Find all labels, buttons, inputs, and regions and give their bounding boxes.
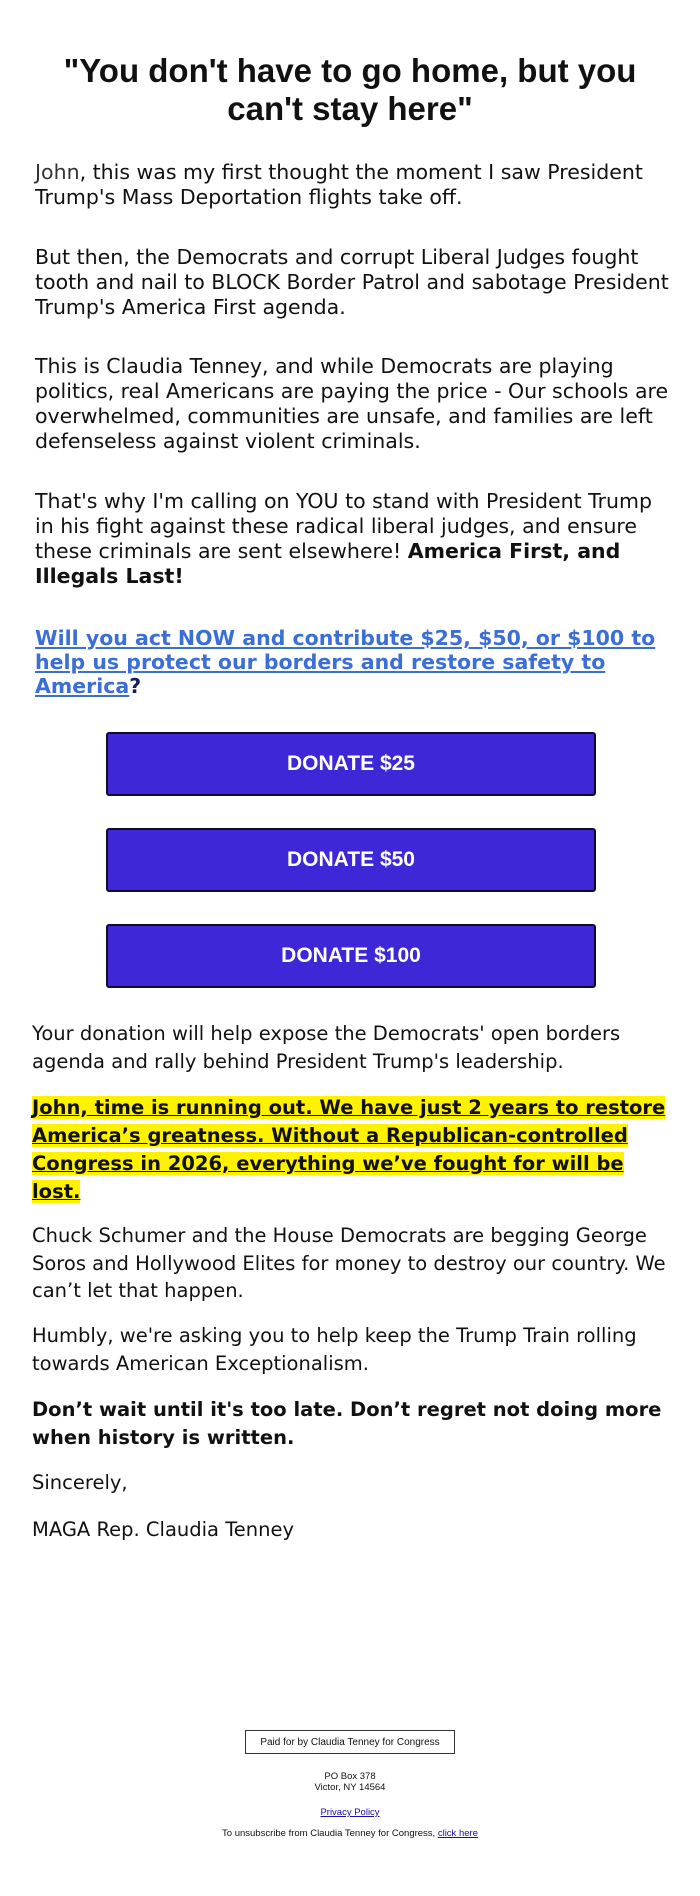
donate-50-button[interactable]: DONATE $50 <box>106 828 596 892</box>
paragraph-intro-text: , this was my first thought the moment I saw President Trump's Mass Deportation flights take off. <box>35 160 643 209</box>
donate-100-button[interactable]: DONATE $100 <box>106 924 596 988</box>
paid-for-box: Paid for by Claudia Tenney for Congress <box>245 1730 455 1754</box>
highlight-text: John, time is running out. We have just 2 years to restore America’s greatness. Without a Republican-controlled Congress in 2026, everything we’ve fought for will be lost. <box>32 1096 666 1203</box>
cta-tail: ? <box>129 674 142 698</box>
footer-po-box: PO Box 378 <box>324 1771 376 1782</box>
paragraph-dont-wait: Don’t wait until it's too late. Don’t regret not doing more when history is written. <box>32 1398 662 1449</box>
footer-city: Victor, NY 14564 <box>314 1782 386 1793</box>
unsubscribe-text: To unsubscribe from Claudia Tenney for Congress, <box>222 1828 438 1839</box>
paragraph-donation: Your donation will help expose the Democrats' open borders agenda and rally behind President Trump's leadership. <box>32 1022 621 1073</box>
unsubscribe-link[interactable]: click here <box>437 1828 478 1839</box>
paragraph-humbly: Humbly, we're asking you to help keep the Trump Train rolling towards American Exceptionalism. <box>32 1324 637 1375</box>
paragraph-tenney: This is Claudia Tenney, and while Democrats are playing politics, real Americans are paying the price - Our schools are overwhelmed, communities are unsafe, and families are left defenseless against violent criminals. <box>35 354 669 453</box>
headline: "You don't have to go home, but you can't stay here" <box>63 52 637 127</box>
privacy-policy-link[interactable]: Privacy Policy <box>320 1807 380 1818</box>
paragraph-schumer: Chuck Schumer and the House Democrats are begging George Soros and Hollywood Elites for money to destroy our country. We can’t let that happen. <box>32 1224 666 1302</box>
cta-link[interactable]: Will you act NOW and contribute $25, $50, or $100 to help us protect our borders and restore safety to America <box>35 626 656 698</box>
signature: MAGA Rep. Claudia Tenney <box>32 1518 295 1541</box>
footer-privacy <box>0 1807 700 1818</box>
paragraph-call-bold: America First, and Illegals Last! <box>35 539 621 588</box>
paragraph-call <box>35 489 675 589</box>
closing: Sincerely, <box>32 1471 128 1494</box>
paragraph-democrats: But then, the Democrats and corrupt Liberal Judges fought tooth and nail to BLOCK Border Patrol and sabotage President Trump's America First agenda. <box>35 245 669 319</box>
highlight-paragraph <box>32 1094 672 1206</box>
cta-paragraph <box>35 626 675 698</box>
paragraph-intro <box>35 160 675 210</box>
paragraph-call-text: That's why I'm calling on YOU to stand with President Trump in his fight against these radical liberal judges, and ensure these criminals are sent elsewhere! <box>35 489 653 563</box>
donate-25-button[interactable]: DONATE $25 <box>106 732 596 796</box>
footer-unsubscribe <box>0 1828 700 1839</box>
recipient-name: John <box>35 160 80 184</box>
